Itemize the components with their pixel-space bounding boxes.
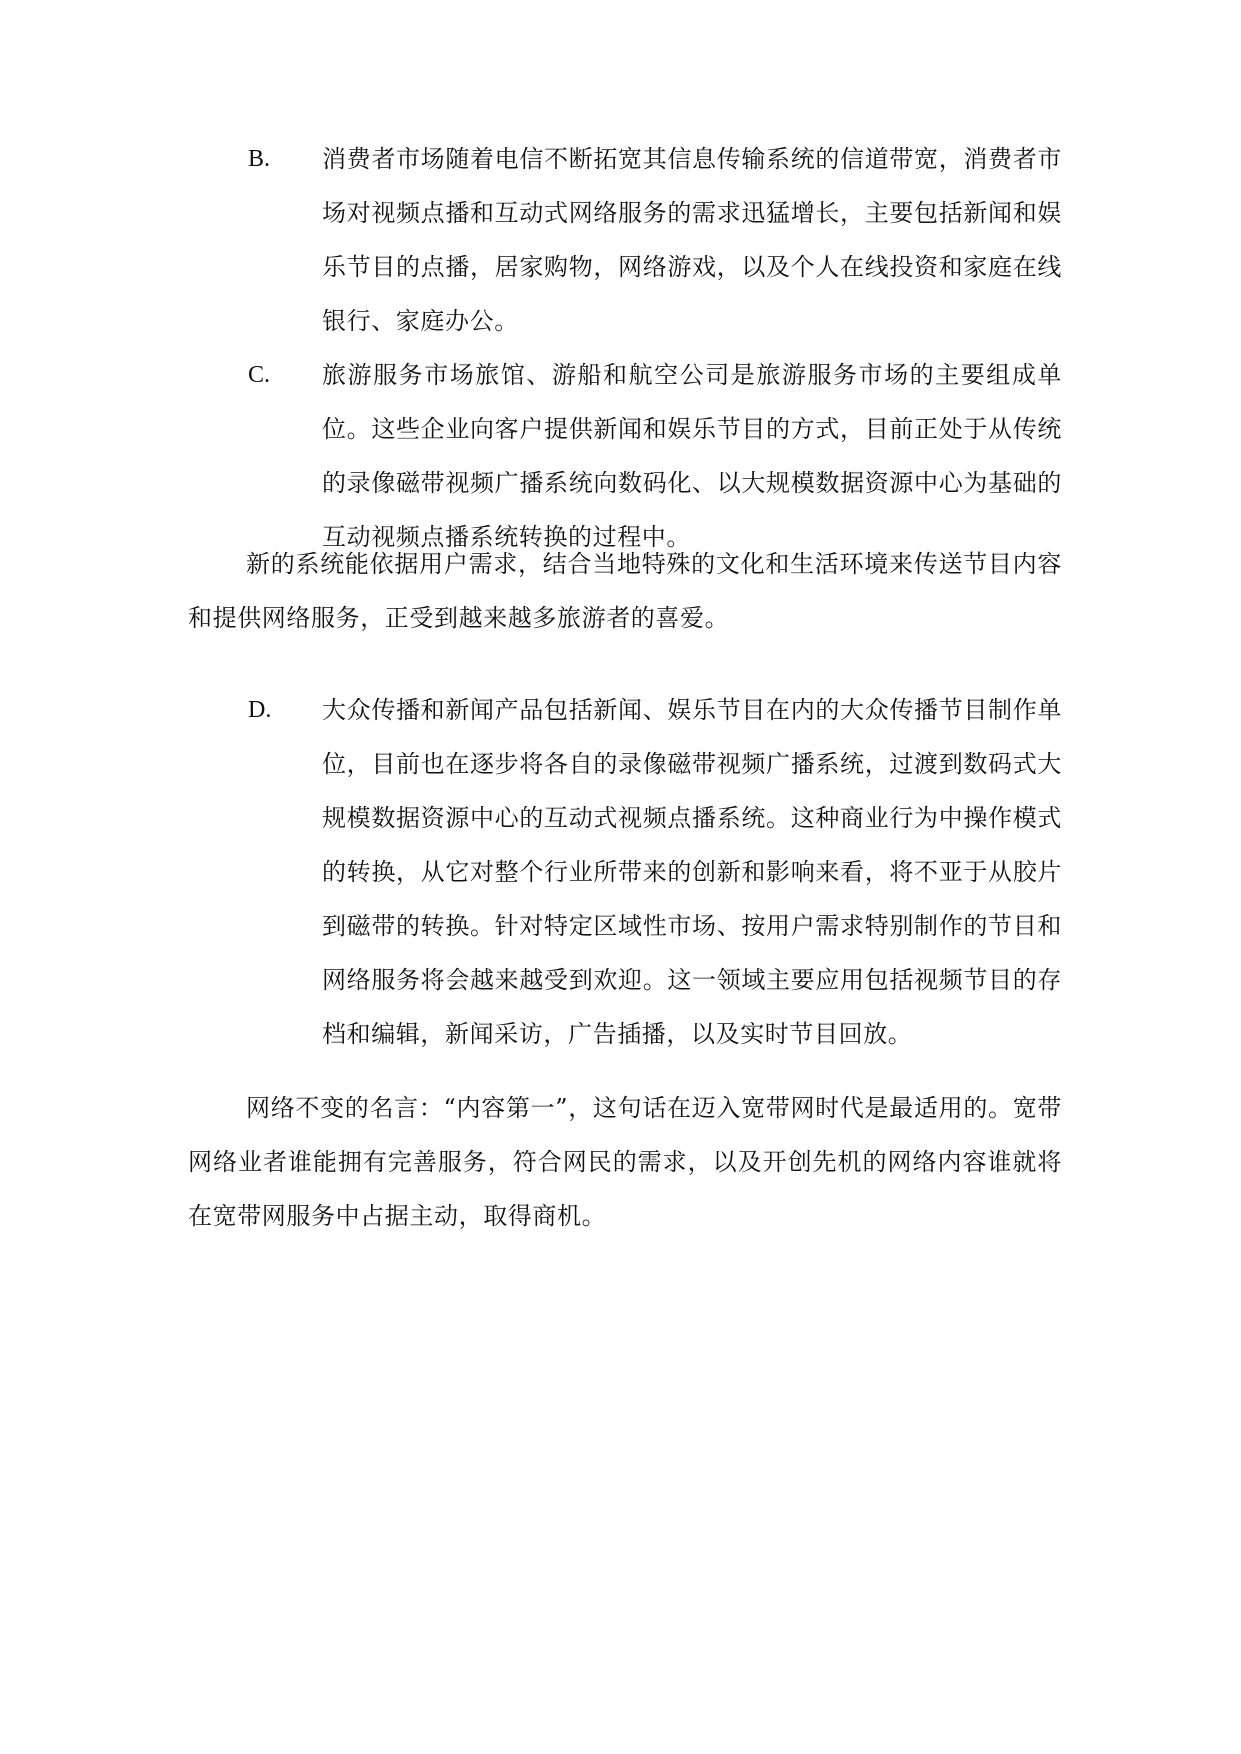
list-item-label: B. <box>248 146 271 172</box>
list-item-text: 旅游服务市场旅馆、游船和航空公司是旅游服务市场的主要组成单位。这些企业向客户提供新闻和娱乐节目的方式，目前正处于从传统的录像磁带视频广播系统向数码化、以大规模数据资源中心为基础的互动视频点播系统转换的过程中。 <box>322 361 1062 551</box>
body-paragraph: 新的系统能依据用户需求，结合当地特殊的文化和生活环境来传送节目内容和提供网络服务，正受到越来越多旅游者的喜爱。 <box>188 550 1062 632</box>
list-item-text: 消费者市场随着电信不断拓宽其信息传输系统的信道带宽，消费者市场对视频点播和互动式网络服务的需求迅猛增长，主要包括新闻和娱乐节目的点播，居家购物，网络游戏，以及个人在线投资和家庭在线银行、家庭办公。 <box>322 145 1062 335</box>
list-item-label: C. <box>248 362 271 388</box>
list-item-text: 大众传播和新闻产品包括新闻、娱乐节目在内的大众传播节目制作单位，目前也在逐步将各自的录像磁带视频广播系统，过渡到数码式大规模数据资源中心的互动式视频点播系统。这种商业行为中操作模式的转换，从它对整个行业所带来的创新和影响来看，将不亚于从胶片到磁带的转换。针对特定区域性市场、按用户需求特别制作的节目和网络服务将会越来越受到欢迎。这一领域主要应用包括视频节目的存档和编辑，新闻采访，广告插播，以及实时节目回放。 <box>322 696 1062 1048</box>
list-item-label: D. <box>248 697 272 723</box>
closing-paragraph: 网络不变的名言：“内容第一”，这句话在迈入宽带网时代是最适用的。宽带网络业者谁能拥有完善服务，符合网民的需求，以及开创先机的网络内容谁就将在宽带网服务中占据主动，取得商机。 <box>188 1094 1062 1230</box>
